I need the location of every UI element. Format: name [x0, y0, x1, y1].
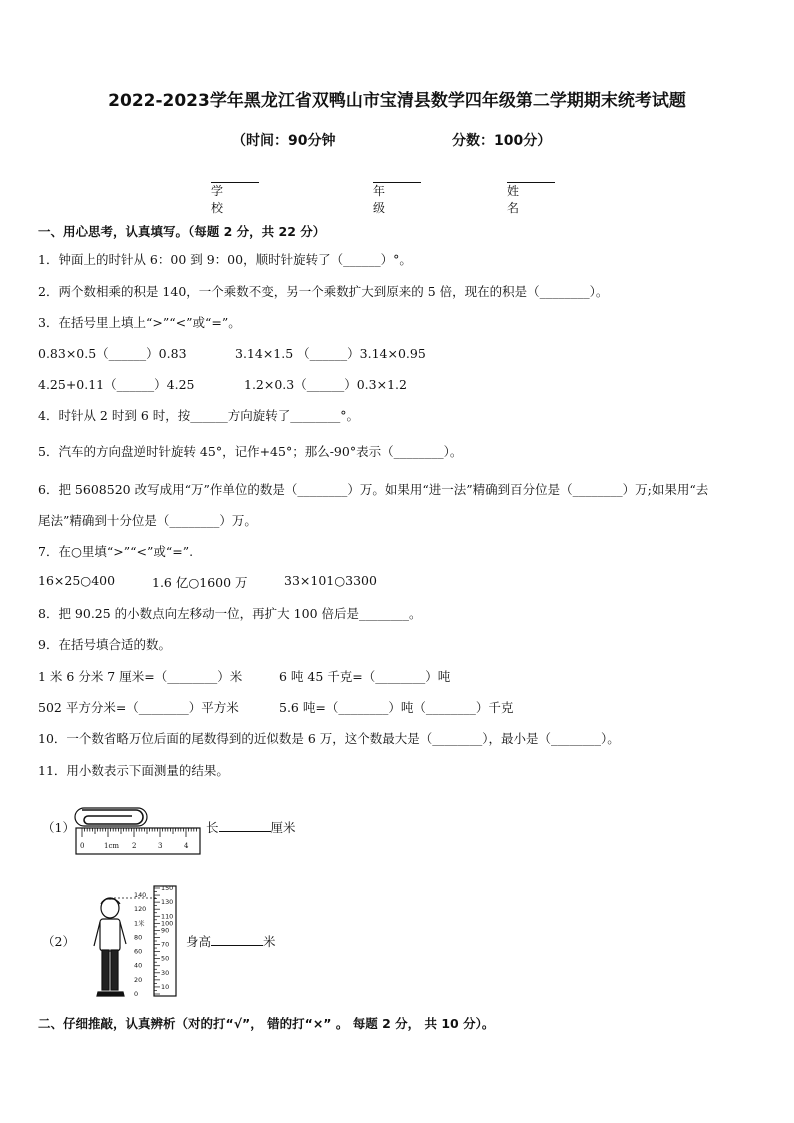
- question-3d: 1.2×0.3（______）0.3×1.2: [244, 377, 407, 392]
- question-3: 3．在括号里上填上“>”“<”或“=”。: [38, 315, 241, 330]
- name-label: 姓名: [507, 184, 520, 215]
- question-6a: 6．把 5608520 改写成用“万”作单位的数是（________）万。如果用“进一法”精确到百分位是（________）万;如果用“去: [38, 482, 709, 497]
- exam-title: 2022-2023学年黑龙江省双鸭山市宝清县数学四年级第二学期期末统考试题: [108, 91, 686, 111]
- q11-1-suffix: 厘米: [270, 820, 296, 835]
- height-tick-label: 70: [161, 940, 170, 949]
- height-tick-label: 60: [134, 947, 143, 956]
- exam-time: （时间：90分钟: [232, 133, 336, 149]
- q11-2-answer: [186, 932, 276, 950]
- ruler-tick-label: 2: [132, 842, 137, 850]
- question-7a: 16×25○400: [38, 573, 116, 588]
- height-tick-label: 150: [161, 884, 174, 892]
- q11-1-answer: [206, 818, 296, 836]
- height-tick-label: 0: [134, 990, 139, 998]
- question-9: 9．在括号填合适的数。: [38, 637, 171, 652]
- height-tick-label: 80: [134, 933, 143, 942]
- question-5: 5．汽车的方向盘逆时针旋转 45°，记作+45°；那么-90°表示（________）。: [38, 444, 463, 459]
- q11-2-suffix: 米: [263, 934, 276, 949]
- question-9d: 5.6 吨=（________）吨（________）千克: [279, 700, 514, 715]
- question-3b: 3.14×1.5 （______）3.14×0.95: [235, 346, 426, 361]
- question-2: 2．两个数相乘的积是 140，一个乘数不变，另一个乘数扩大到原来的 5 倍，现在的积是（________）。: [38, 284, 609, 299]
- height-tick-label: 40: [134, 961, 143, 970]
- section2-heading: 二、仔细推敲，认真辨析（对的打“√”， 错的打“×” 。 每题 2 分， 共 10 分）。: [38, 1016, 495, 1031]
- height-tick-label: 30: [161, 968, 170, 977]
- q11-1-label: （1）: [42, 820, 75, 835]
- question-9b: 6 吨 45 千克=（________）吨: [279, 669, 451, 684]
- height-tick-label: 120: [134, 905, 147, 914]
- height-tick-label: 90: [161, 926, 170, 935]
- question-1: 1．钟面上的时针从 6：00 到 9：00，顺时针旋转了（______）°。: [38, 252, 412, 267]
- paperclip-icon: [75, 808, 147, 826]
- question-7: 7．在○里填“>”“<”或“=”.: [38, 544, 194, 559]
- q11-1-prefix: 长: [206, 820, 219, 835]
- question-9a: 1 米 6 分米 7 厘米=（________）米: [38, 669, 243, 684]
- ruler-tick-label: 4: [184, 842, 189, 850]
- ruler-tick-label: 1cm: [104, 842, 120, 850]
- q11-1-blank[interactable]: [219, 831, 271, 832]
- q11-2-prefix: 身高: [186, 934, 212, 949]
- question-3c: 4.25+0.11（______）4.25: [38, 377, 195, 392]
- ruler-body: [76, 828, 200, 854]
- q11-2-label: （2）: [42, 934, 75, 949]
- height-tick-label: 1米: [134, 919, 145, 928]
- question-8: 8．把 90.25 的小数点向左移动一位，再扩大 100 倍后是________。: [38, 606, 422, 621]
- section1-heading: 一、用心思考，认真填写。（每题 2 分，共 22 分）: [38, 224, 326, 239]
- height-tick-label: 130: [161, 898, 174, 907]
- grade-label: 年级: [373, 184, 386, 215]
- question-11: 11．用小数表示下面测量的结果。: [38, 763, 229, 778]
- ruler-svg: [74, 796, 204, 856]
- question-4: 4．时针从 2 时到 6 时，按______方向旋转了________°。: [38, 408, 360, 423]
- question-7c: 33×101○3300: [284, 573, 377, 588]
- ruler-tick-label: 0: [80, 842, 85, 850]
- height-tick-label: 140: [134, 891, 147, 900]
- ruler-tick-label: 3: [158, 842, 163, 850]
- question-6b: 尾法”精确到十分位是（________）万。: [38, 513, 257, 528]
- boy-icon: [94, 898, 158, 996]
- height-figure: [88, 884, 188, 1000]
- question-10: 10．一个数省略万位后面的尾数得到的近似数是 6 万，这个数最大是（________），最小是（________）。: [38, 731, 620, 746]
- exam-score: 分数：100分）: [452, 133, 552, 149]
- school-label: 学校: [211, 184, 224, 215]
- height-tick-label: 50: [161, 954, 170, 963]
- height-tick-label: 110: [161, 912, 174, 921]
- q11-2-blank[interactable]: [211, 945, 263, 946]
- ruler-figure: [74, 796, 204, 856]
- height-tick-label: 20: [134, 975, 143, 984]
- height-tick-label: 10: [161, 982, 170, 991]
- height-svg: [88, 884, 188, 1000]
- height-tick-label: 100: [161, 919, 174, 928]
- question-3a: 0.83×0.5（______）0.83: [38, 346, 187, 361]
- question-7b: 1.6 亿○1600 万: [152, 575, 248, 590]
- question-9c: 502 平方分米=（________）平方米: [38, 700, 239, 715]
